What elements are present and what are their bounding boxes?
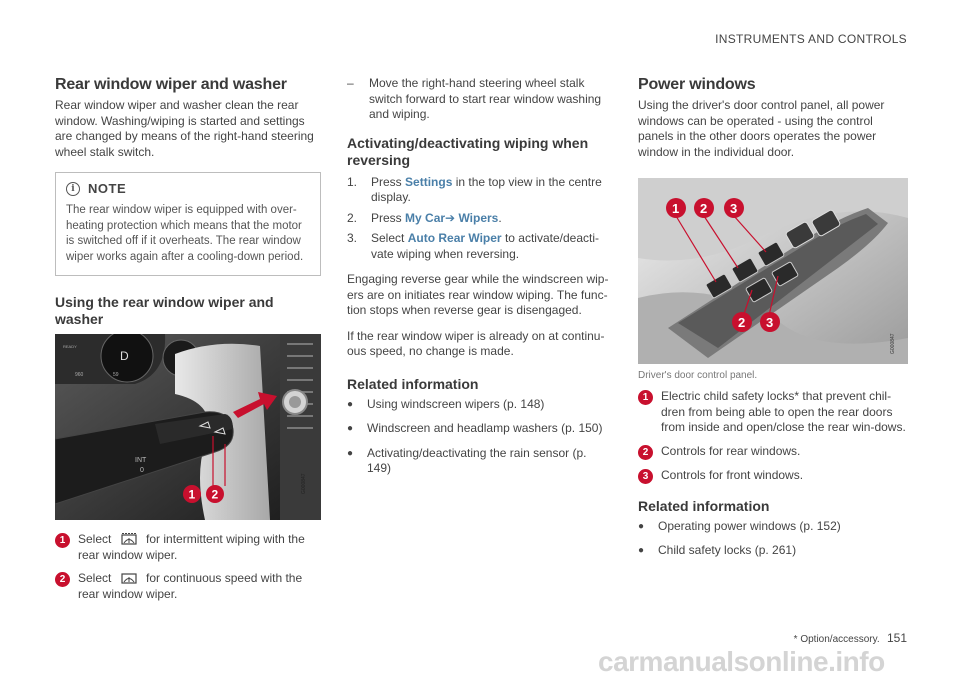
callout-1-pre: Select <box>78 532 112 546</box>
column-right <box>638 76 908 568</box>
callout-2 <box>55 571 321 602</box>
callout-2-pre: Select <box>78 571 112 585</box>
my-car-keyword: My Car <box>405 210 446 225</box>
pw-callout-1-text: Electric child safety locks* that prevent chil-dren from being able to open the rear doors from inside and open/close the rear win-dows. <box>661 389 906 434</box>
washing-instruction-text: Move the right-hand steering wheel stalk switch forward to start rear window washing and wiping. <box>369 76 602 121</box>
reverse-paragraph-1: Engaging reverse gear while the windscreen wip-ers are on initiates rear window wiping. The func-tion stops when reverse gear is disengaged. <box>347 272 609 317</box>
rear-wiper-title: Rear window wiper and washer <box>55 76 287 93</box>
odometer-readout: 960 <box>75 372 84 378</box>
washing-instruction: – Move the right-hand steering wheel stalk switch forward to start rear window washing and wiping. <box>347 76 609 123</box>
stalk-switch-image <box>55 334 321 520</box>
callout-num-2: 2 <box>55 572 70 587</box>
power-windows-title: Power windows <box>638 76 756 93</box>
note-box <box>55 172 321 276</box>
wipers-keyword: Wipers <box>458 210 499 225</box>
reversing-steps <box>347 175 609 263</box>
settings-keyword: Settings <box>405 174 453 189</box>
reverse-paragraph-2: If the rear window wiper is already on at continu-ous speed, no change is made. <box>347 328 605 358</box>
stalk-switch-illustration <box>55 334 321 520</box>
door-marker-3b: 3 <box>766 315 774 330</box>
pw-callout-2 <box>638 444 908 460</box>
callout-num-1: 1 <box>55 533 70 548</box>
pw-callout-3-text: Controls for front windows. <box>661 467 804 482</box>
related-link[interactable]: ● Child safety locks (p. 261) <box>638 543 797 557</box>
pw-callout-num-1: 1 <box>638 390 653 405</box>
info-icon: i <box>66 182 80 196</box>
page-number: 151 <box>886 631 907 645</box>
callout-marker-2: 2 <box>211 487 219 502</box>
pw-callout-2-text: Controls for rear windows. <box>661 443 801 458</box>
related-link[interactable]: ● Windscreen and headlamp washers (p. 150) <box>347 421 603 435</box>
svg-text:INT: INT <box>135 457 147 464</box>
pw-callout-num-3: 3 <box>638 469 653 484</box>
column-middle <box>347 76 609 486</box>
callout-1 <box>55 532 321 563</box>
column-left <box>55 76 321 602</box>
gear-indicator: D <box>120 349 129 363</box>
using-wiper-title: Using the rear window wiper and washer <box>55 294 274 327</box>
step-3: 3. Select Auto Rear Wiper to activate/deacti-vate wiping when reversing. <box>347 231 600 261</box>
related-link[interactable]: ● Activating/deactivating the rain sensor (p. 149) <box>347 445 587 475</box>
pw-callout-1 <box>638 389 908 436</box>
watermark: carmanualsonline.info <box>598 646 885 677</box>
ready-label: READY <box>63 344 77 349</box>
step-1: 1. Press Settings in the top view in the centre display. <box>347 174 602 204</box>
section-header: INSTRUMENTS AND CONTROLS <box>715 32 907 46</box>
callout-2-post: for continuous speed with the rear window wiper. <box>78 571 303 601</box>
note-text: The rear window wiper is equipped with over-heating protection which means that the motor is switched off if it overheats. The rear window wiper works again after a cooling-down period. <box>66 204 304 263</box>
related-list-windows <box>638 519 908 559</box>
callout-1-post: for intermittent wiping with the rear window wiper. <box>78 532 305 562</box>
related-link[interactable]: ● Operating power windows (p. 152) <box>638 518 841 533</box>
footnote: * Option/accessory. <box>793 634 880 645</box>
pw-callout-num-2: 2 <box>638 445 653 460</box>
range-readout: 59 <box>113 372 119 378</box>
door-marker-1: 1 <box>672 201 680 216</box>
image-code: G000847 <box>301 473 307 494</box>
svg-text:0: 0 <box>140 467 144 474</box>
door-panel-caption: Driver's door control panel. <box>638 370 758 381</box>
page-footer <box>794 631 907 645</box>
arrow-icon: ➔ <box>445 210 456 225</box>
door-marker-2: 2 <box>700 201 708 216</box>
door-image-code: G000847 <box>890 333 896 354</box>
door-panel-illustration <box>638 178 908 364</box>
door-marker-3: 3 <box>730 201 738 216</box>
related-link[interactable]: ● Using windscreen wipers (p. 148) <box>347 396 545 411</box>
auto-rear-wiper-keyword: Auto Rear Wiper <box>407 231 502 245</box>
related-list-wiper <box>347 397 609 477</box>
pw-callout-3 <box>638 468 908 484</box>
related-title-windows: Related information <box>638 497 770 514</box>
intermittent-wiper-icon <box>121 533 137 546</box>
step-2: 2. Press My Car➔ Wipers. <box>347 210 502 225</box>
note-title: NOTE <box>88 181 127 196</box>
door-panel-image <box>638 178 908 364</box>
callout-marker-1: 1 <box>188 487 196 502</box>
power-windows-intro: Using the driver's door control panel, all power windows can be operated - using the control panels in the other doors operates the power window in the individual door. <box>638 98 885 159</box>
reversing-title: Activating/deactivating wiping when reversing <box>347 134 589 168</box>
continuous-wiper-icon <box>121 572 137 585</box>
related-title-wiper: Related information <box>347 375 479 392</box>
rear-wiper-intro: Rear window wiper and washer clean the rear window. Washing/wiping is started and settings are changed by means of the right-hand steering wheel stalk switch. <box>55 98 314 159</box>
door-marker-2b: 2 <box>738 315 746 330</box>
note-header <box>66 181 310 196</box>
